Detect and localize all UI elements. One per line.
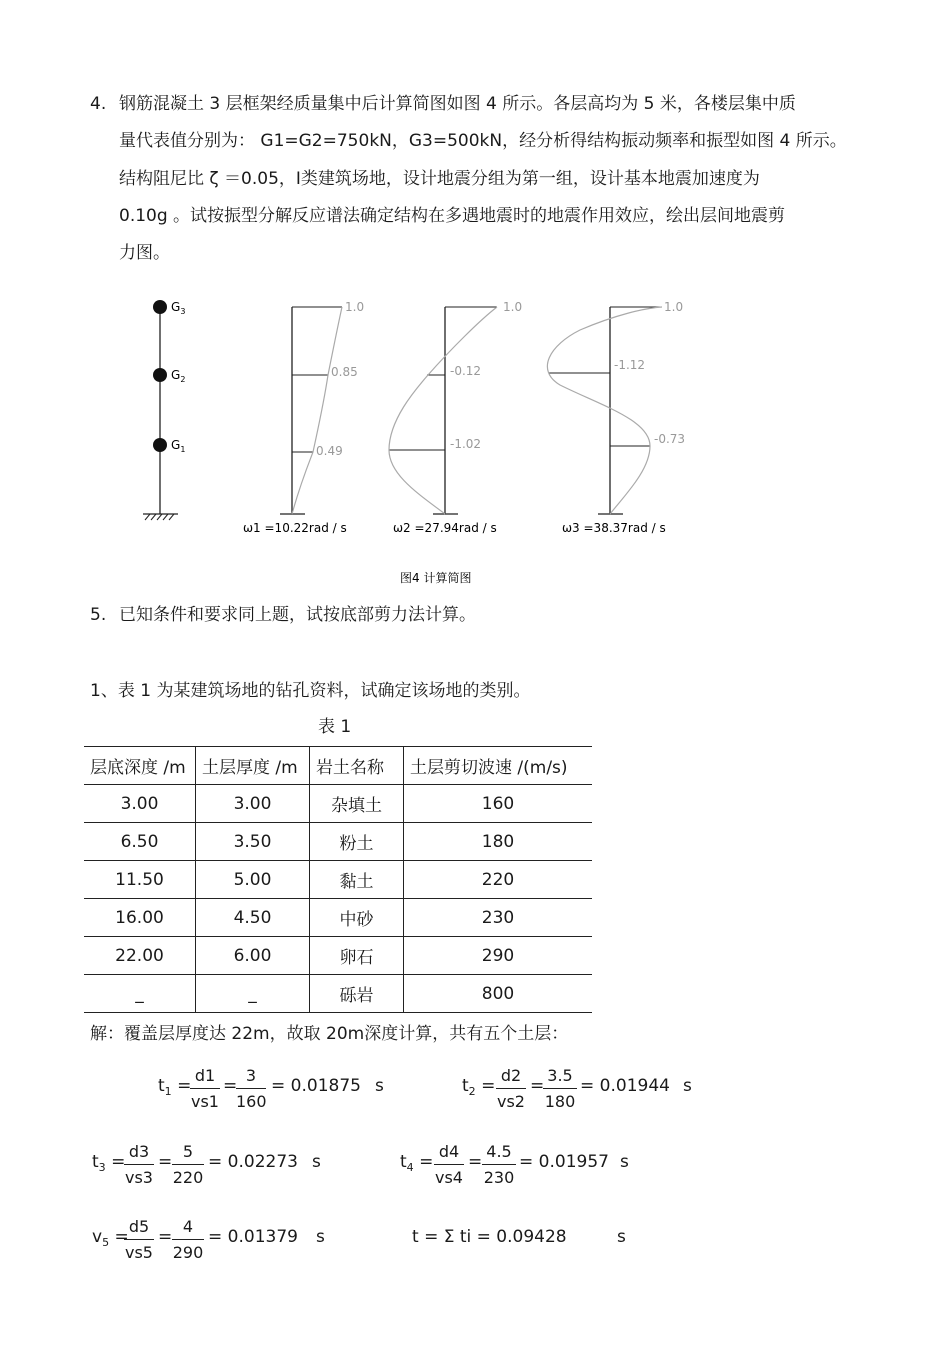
cell-velocity: 180	[404, 823, 593, 861]
mode-shape-1	[243, 300, 364, 535]
table-title: 表 1	[318, 717, 352, 737]
cell-soil: 黏土	[310, 861, 404, 899]
problem4-number: 4.	[90, 94, 107, 114]
table-row	[84, 899, 592, 937]
cell-soil: 卵石	[310, 937, 404, 975]
borehole-data-table	[84, 746, 592, 1013]
cell-velocity: 160	[404, 785, 593, 823]
problem4-line5: 力图。	[119, 243, 170, 263]
cell-thickness: 5.00	[196, 861, 310, 899]
mass-node-g3	[153, 300, 167, 314]
table-row	[84, 937, 592, 975]
calculation-diagram	[0, 280, 950, 585]
equation-total: t = Σ ti = 0.09428	[412, 1227, 567, 1247]
problem4-line1: 钢筋混凝土 3 层框架经质量集中后计算简图如图 4 所示。各层高均为 5 米，各楼层集中质	[119, 94, 796, 114]
problem5-number: 5.	[90, 605, 107, 625]
mode2-omega: ω2 =27.94rad / s	[393, 521, 497, 535]
mode3-value-top: 1.0	[664, 300, 684, 314]
cell-velocity: 800	[404, 975, 593, 1013]
figure-caption: 图4 计算简图	[400, 571, 472, 585]
table-row	[84, 861, 592, 899]
cell-soil: 粉土	[310, 823, 404, 861]
cell-depth: 6.50	[84, 823, 196, 861]
header-bottom-depth: 层底深度 /m	[84, 747, 196, 785]
problem4-line2: 量代表值分别为： G1=G2=750kN，G3=500kN，经分析得结构振动频率和振型如图 4 所示。	[119, 131, 847, 151]
table-row	[84, 785, 592, 823]
mode2-value-mid: -0.12	[450, 364, 482, 378]
mode2-value-low: -1.02	[450, 437, 482, 451]
header-soil-name: 岩土名称	[310, 747, 404, 785]
cell-velocity: 220	[404, 861, 593, 899]
cell-soil: 杂填土	[310, 785, 404, 823]
solution-intro: 解：覆盖层厚度达 22m，故取 20m深度计算，共有五个土层：	[90, 1024, 569, 1044]
table-row	[84, 823, 592, 861]
table-header-row	[84, 747, 592, 785]
cell-thickness: 3.00	[196, 785, 310, 823]
cell-soil: 中砂	[310, 899, 404, 937]
question1-text: 1、表 1 为某建筑场地的钻孔资料，试确定该场地的类别。	[90, 681, 531, 701]
cell-depth: 16.00	[84, 899, 196, 937]
mode-shape-3	[547, 300, 685, 535]
mode3-omega: ω3 =38.37rad / s	[562, 521, 666, 535]
problem4-line3: 结构阻尼比 ζ ＝0.05，Ⅰ类建筑场地，设计地震分组为第一组，设计基本地震加速度为	[119, 169, 760, 189]
cell-velocity: 290	[404, 937, 593, 975]
cell-thickness: _	[196, 975, 310, 1013]
mass-label-g3: $G_3$	[171, 300, 186, 316]
mode1-value-top: 1.0	[345, 300, 365, 314]
header-thickness: 土层厚度 /m	[196, 747, 310, 785]
cell-thickness: 4.50	[196, 899, 310, 937]
cell-soil: 砾岩	[310, 975, 404, 1013]
mass-label-g2: $G_2$	[171, 368, 186, 384]
problem4-line4: 0.10g 。试按振型分解反应谱法确定结构在多遇地震时的地震作用效应，绘出层间地震剪	[119, 206, 786, 226]
equation-total-unit: s	[617, 1227, 626, 1247]
mode2-value-top: 1.0	[503, 300, 523, 314]
cell-depth: 22.00	[84, 937, 196, 975]
mode1-value-mid: 0.85	[331, 365, 358, 379]
mode-shape-2	[389, 300, 522, 535]
cell-thickness: 3.50	[196, 823, 310, 861]
cell-thickness: 6.00	[196, 937, 310, 975]
cell-depth: 11.50	[84, 861, 196, 899]
cell-depth: 3.00	[84, 785, 196, 823]
mode3-value-mid: -1.12	[614, 358, 646, 372]
mass-node-g1	[153, 438, 167, 452]
mode3-value-low: -0.73	[654, 432, 686, 446]
header-shear-velocity: 土层剪切波速 /(m/s)	[404, 747, 593, 785]
problem5-text: 已知条件和要求同上题，试按底部剪力法计算。	[119, 605, 476, 625]
mass-label-g1: $G_1$	[171, 438, 186, 454]
mode1-omega: ω1 =10.22rad / s	[243, 521, 347, 535]
cell-depth: _	[84, 975, 196, 1013]
mode1-value-low: 0.49	[316, 444, 343, 458]
table-row	[84, 975, 592, 1013]
cell-velocity: 230	[404, 899, 593, 937]
mass-node-g2	[153, 368, 167, 382]
